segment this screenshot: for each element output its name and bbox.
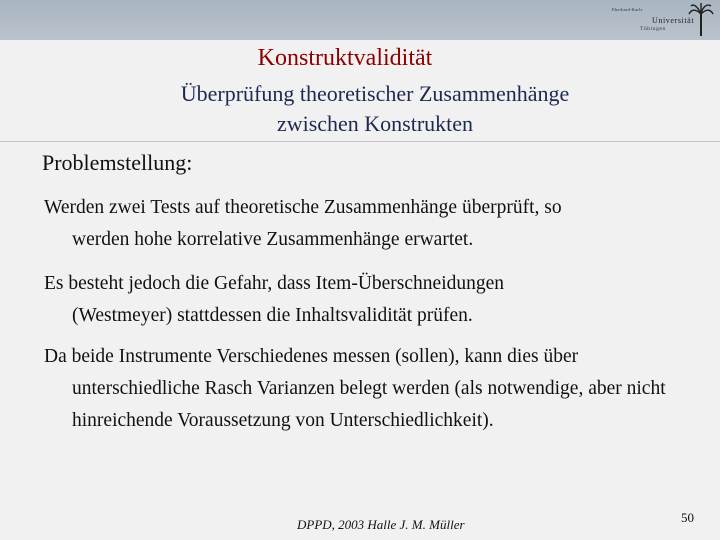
paragraph-2-line1: Es besteht jedoch die Gefahr, dass Item-Überschneidungen bbox=[44, 273, 505, 294]
paragraph-1-line1: Werden zwei Tests auf theoretische Zusammenhänge überprüft, so bbox=[44, 197, 562, 218]
paragraph-3 bbox=[44, 341, 712, 437]
header-bar bbox=[0, 0, 720, 40]
slide-title: Konstruktvalidität bbox=[257, 45, 433, 71]
palm-tree-icon bbox=[688, 2, 714, 38]
logo-line3: Tübingen bbox=[640, 26, 666, 32]
footer-credit: DPPD, 2003 Halle J. M. Müller bbox=[297, 517, 465, 532]
paragraph-3-line1: Da beide Instrumente Verschiedenes messen (sollen), kann dies über bbox=[44, 346, 579, 367]
slide-subtitle bbox=[0, 79, 720, 139]
logo-line2: Universität bbox=[652, 16, 695, 25]
subtitle-line2: zwischen Konstrukten bbox=[276, 111, 474, 136]
paragraph-1-rest: werden hohe korrelative Zusammenhänge erwartet. bbox=[72, 229, 474, 250]
paragraph-1 bbox=[44, 192, 712, 256]
university-logo bbox=[612, 2, 716, 38]
title-divider bbox=[0, 141, 720, 142]
paragraph-3-rest: unterschiedliche Rasch Varianzen belegt werden (als notwendige, aber nicht hinreichende Voraussetzung von Unterschiedlichkeit). bbox=[72, 378, 666, 431]
logo-line1: Eberhard-Karls bbox=[612, 7, 643, 12]
problem-heading: Problemstellung: bbox=[42, 150, 193, 175]
paragraph-2 bbox=[44, 268, 712, 332]
subtitle-line1: Überprüfung theoretischer Zusammenhänge bbox=[180, 81, 570, 106]
page-number: 50 bbox=[681, 510, 694, 525]
paragraph-2-rest: (Westmeyer) stattdessen die Inhaltsvalidität prüfen. bbox=[72, 305, 473, 326]
